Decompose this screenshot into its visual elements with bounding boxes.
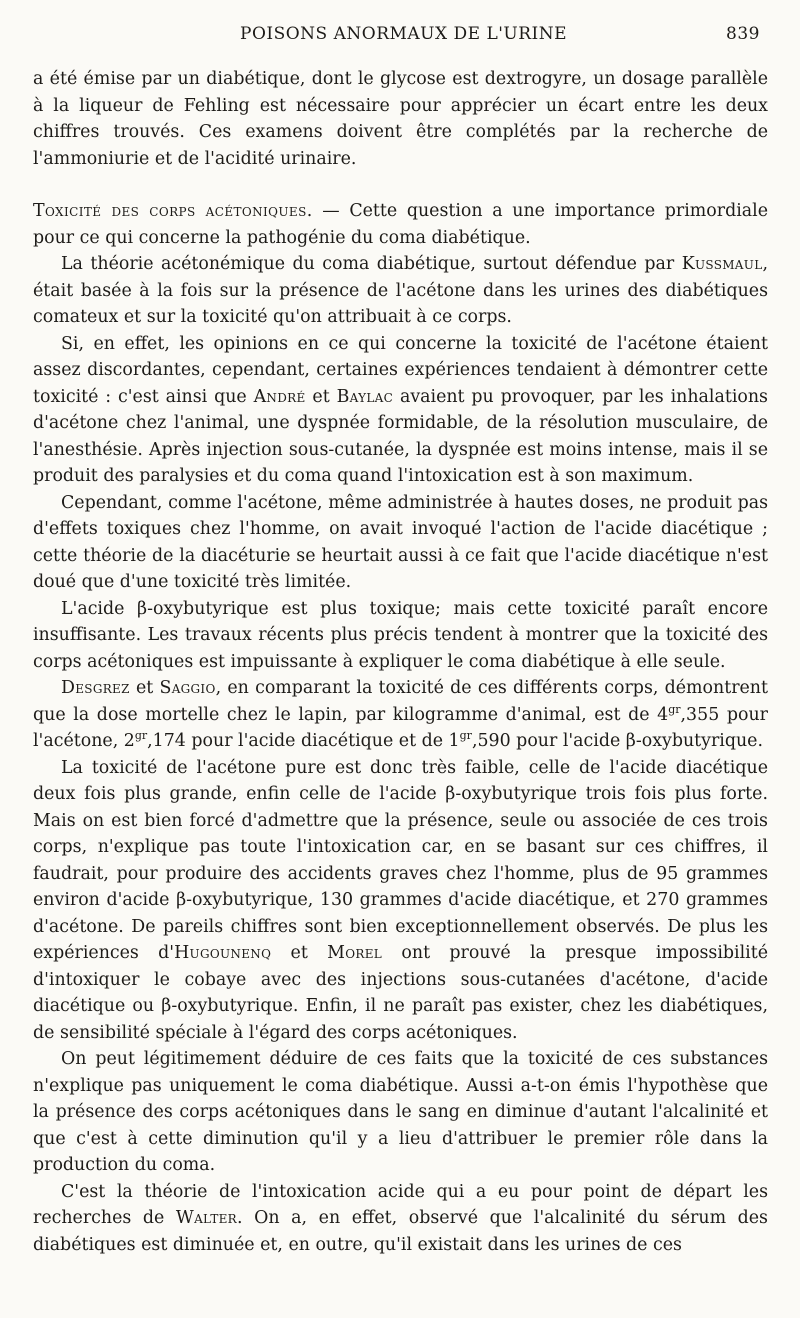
author-name: Desgrez [61,678,130,698]
paragraph-7: Desgrez et Saggio, en comparant la toxicité de ces différents corps, démontrent que la dose mortelle chez le lapin, par kilogramme d'animal, est de $4^{gr},355$ pour l'acétone, $2^{gr},174$ pour l'acide diacétique et de $1^{gr},590$ pour l'acide β-oxybutyrique. [33,678,768,751]
author-name: Morel [327,943,383,963]
body-text [33,66,768,1258]
paragraph-9: On peut légitimement déduire de ces faits que la toxicité de ces substances n'explique pas uniquement le coma diabétique. Aussi a-t-on émis l'hypothèse que la présence des corps acétoniques dans le sang en diminue d'autant l'alcalinité et que c'est à cette diminution qu'il y a lieu d'attribuer le premier rôle dans la production du coma. [33,1049,768,1175]
unit-gram: gr [459,729,472,743]
paragraph-4: Si, en effet, les opinions en ce qui concerne la toxicité de l'acétone étaient assez discordantes, cependant, certaines expériences tendaient à démontrer cette toxicité : c'est ainsi que André et Baylac avaient pu provoquer, par les inhalations d'acétone chez l'animal, une dyspnée formidable, de la résolution musculaire, de l'anesthésie. Après injection sous-cutanée, la dyspnée est moins intense, mais il se produit des paralysies et du coma quand l'intoxication est à son maximum. [33,333,768,486]
paragraph-1: a été émise par un diabétique, dont le glycose est dextrogyre, un dosage parallèle à la liqueur de Fehling est nécessaire pour apprécier un écart entre les deux chiffres trouvés. Ces examens doivent être complétés par la recherche de l'ammoniurie et de l'acidité urinaire. [33,69,768,169]
author-name: André [253,386,306,407]
unit-gram: gr [668,702,681,716]
author-name: Kussmaul [681,254,763,274]
author-name: Hugounenq [174,943,272,963]
running-title: POISONS ANORMAUX DE L'URINE [240,24,568,44]
paragraph-8: La toxicité de l'acétone pure est donc très faible, celle de l'acide diacétique deux fois plus grande, enfin celle de l'acide β-oxybutyrique trois fois plus forte. Mais on est bien forcé d'admettre que la présence, seule ou associée de ces trois corps, n'explique pas toute l'intoxication car, en se basant sur ces chiffres, il faudrait, pour produire des accidents graves chez l'homme, plus de 95 grammes environ d'acide β-oxybutyrique, 130 grammes d'acide diacétique, et 270 grammes d'acétone. De pareils chiffres sont bien exceptionnellement observés. De plus les expériences d'Hugounenq et Morel ont prouvé la presque impossibilité d'intoxiquer le cobaye avec des injections sous-cutanées d'acétone, d'acide diacétique ou β-oxybutyrique. Enfin, il ne paraît pas exister, chez les diabétiques, de sensibilité spéciale à l'égard des corps acétoniques. [33,757,768,1043]
author-name: Walter [175,1208,238,1228]
paragraph-3: La théorie acétonémique du coma diabétique, surtout défendue par Kussmaul, était basée à la fois sur la présence de l'acétone dans les urines des diabétiques comateux et sur la toxicité qu'on attribuait à ce corps. [33,254,768,327]
author-name: Baylac [336,386,394,407]
paragraph-5: Cependant, comme l'acétone, même administrée à hautes doses, ne produit pas d'effets toxiques chez l'homme, on avait invoqué l'action de l'acide diacétique ; cette théorie de la diacéturie se heurtait aussi à ce fait que l'acide diacétique n'est doué que d'une toxicité très limitée. [33,492,768,592]
unit-gram: gr [134,729,148,743]
paragraph-section-heading: Toxicité des corps acétoniques. — Cette question a une importance primordiale pour ce qui concerne la pathogénie du coma diabétique. [33,201,768,248]
paragraph-10: C'est la théorie de l'intoxication acide qui a eu pour point de départ les recherches de Walter. On a, en effet, observé que l'alcalinité du sérum des diabétiques est diminuée et, en outre, qu'il existait dans les urines de ces [33,1181,768,1255]
author-name: Saggio [159,678,216,698]
paragraph-6: L'acide β-oxybutyrique est plus toxique; mais cette toxicité paraît encore insuffisante. Les travaux récents plus précis tendent à montrer que la toxicité des corps acétoniques est impuissante à expliquer le coma diabétique à elle seule. [33,598,768,672]
section-heading: Toxicité des corps acétoniques. [33,201,313,221]
page-header [0,24,800,48]
page-number: 839 [726,24,760,44]
